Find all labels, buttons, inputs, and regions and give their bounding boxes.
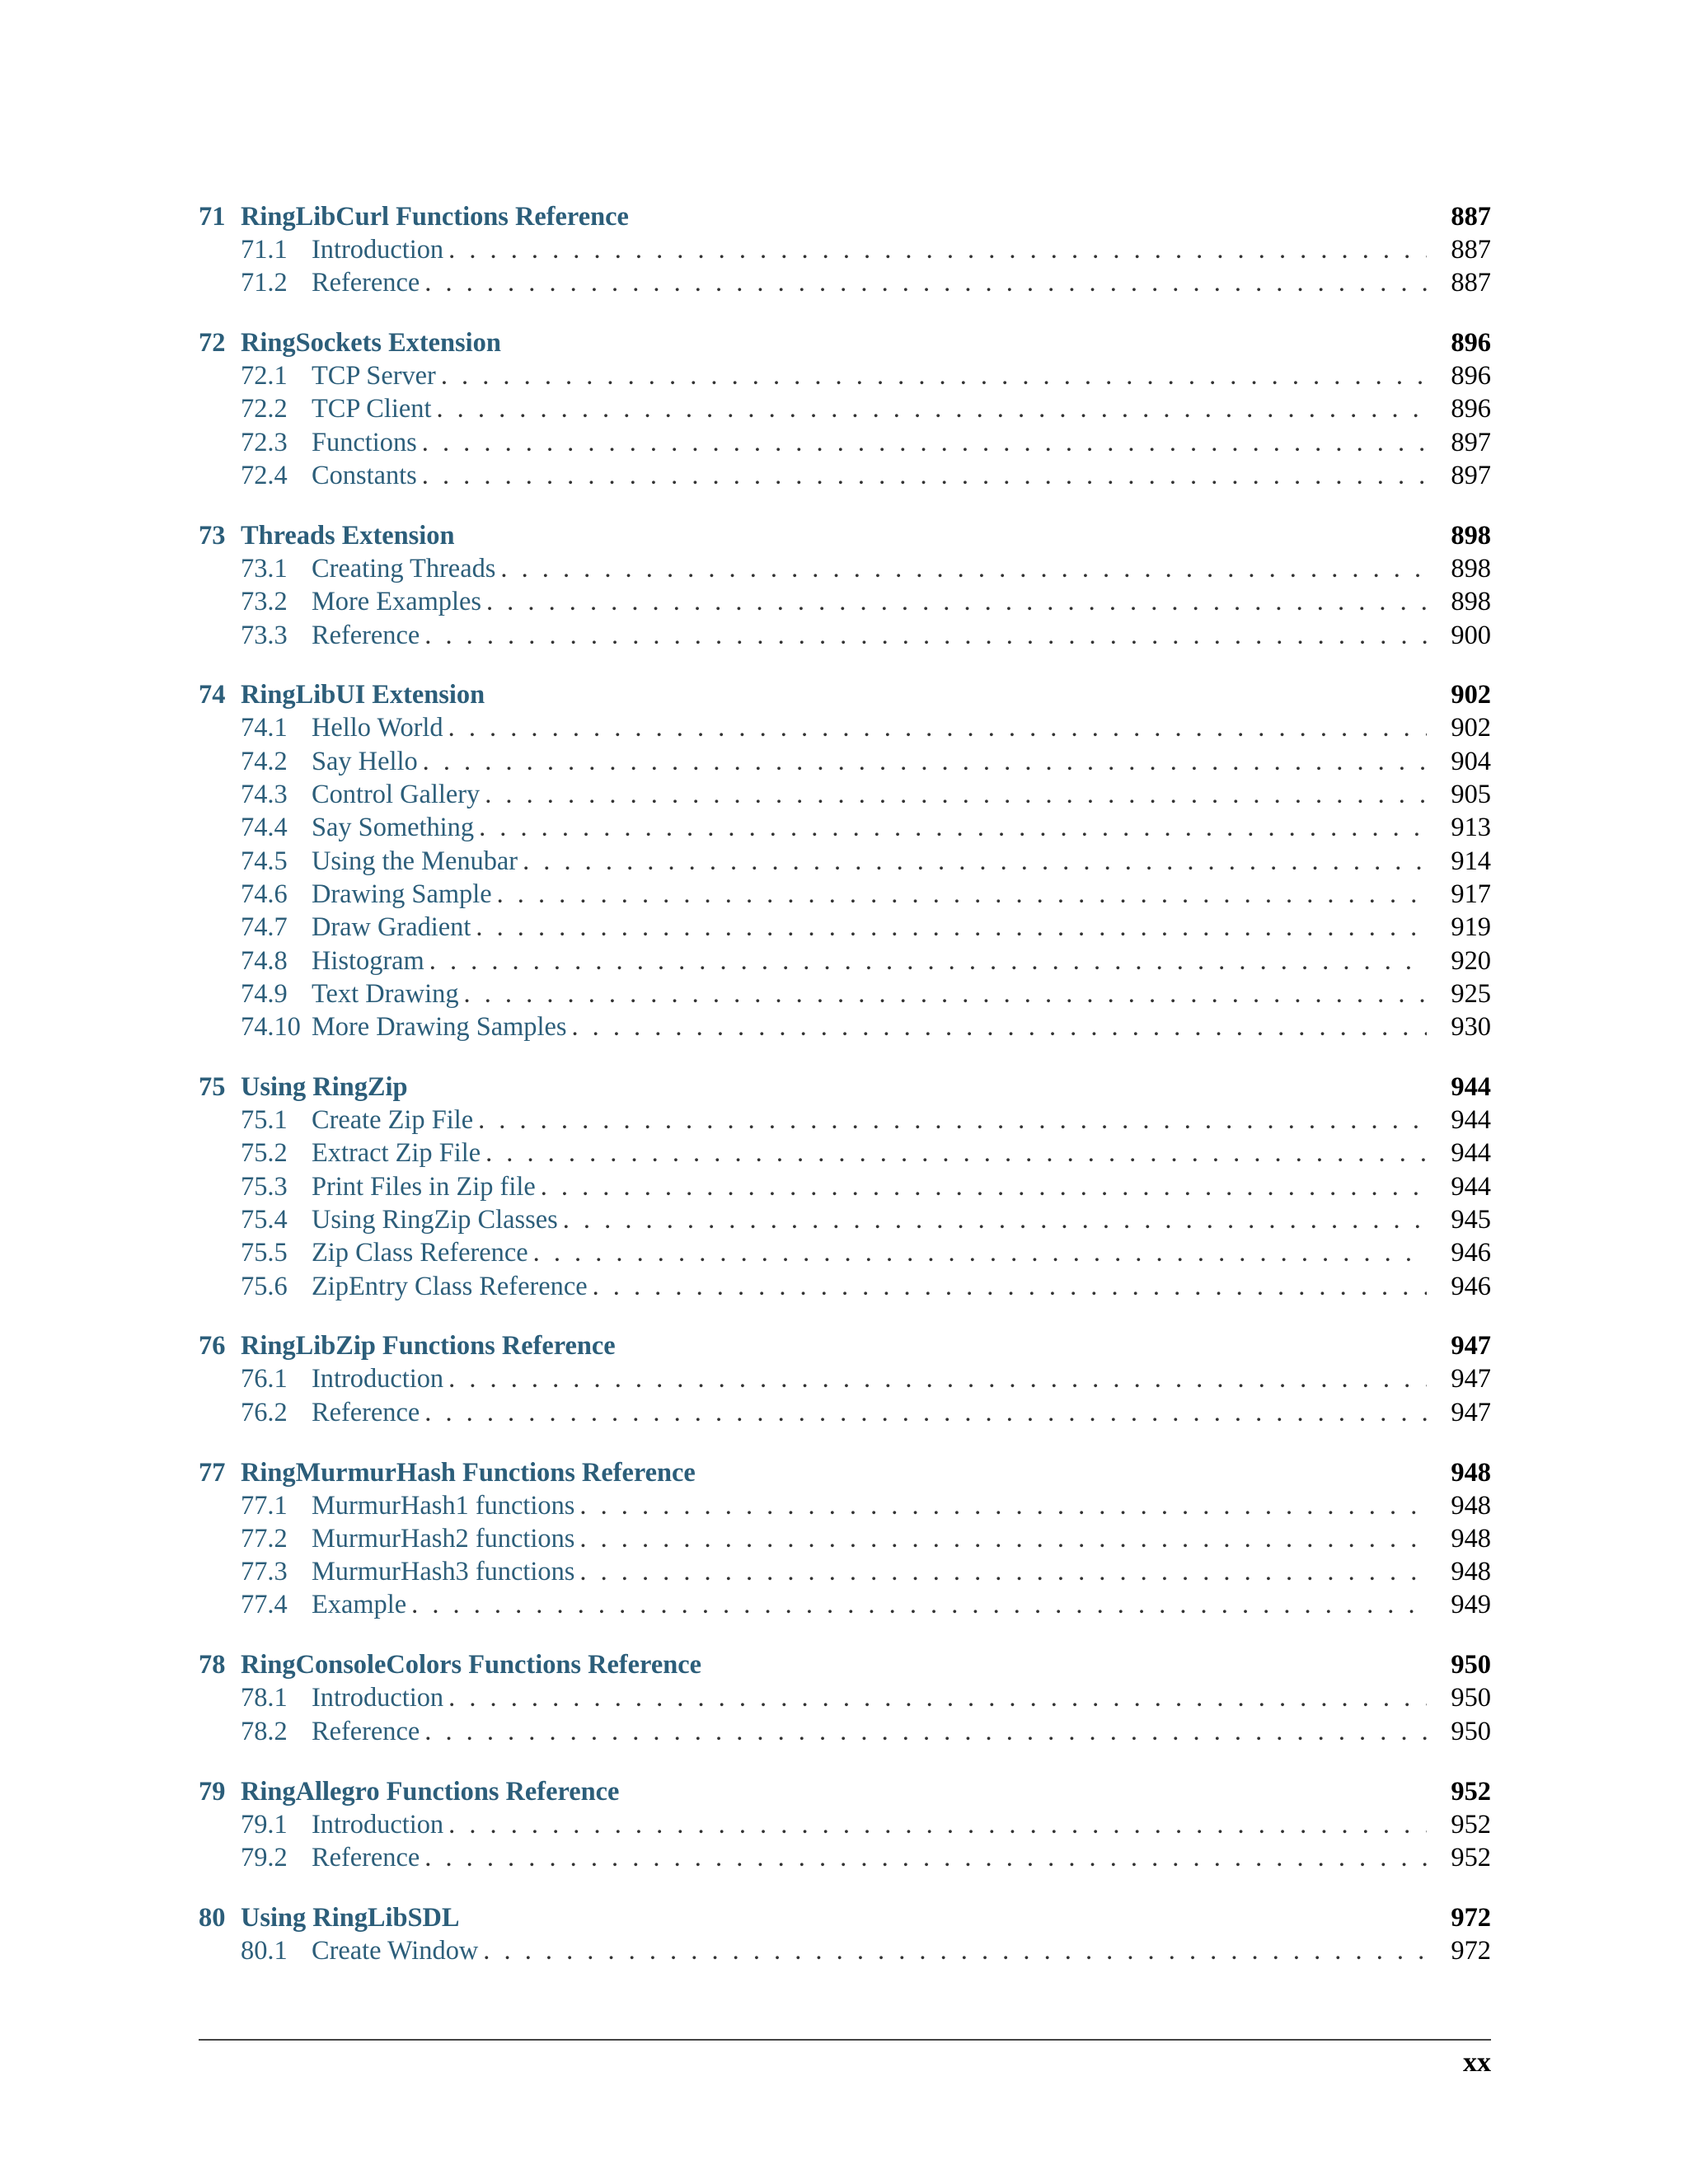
chapter-page-number: 898 — [1451, 520, 1491, 551]
chapter-title: RingAllegro Functions Reference — [241, 1776, 620, 1807]
chapter-title: RingLibUI Extension — [241, 680, 485, 710]
section-link[interactable] — [199, 845, 1491, 878]
section-number: 77.3 — [241, 1557, 288, 1587]
chapter-number: 79 — [199, 1776, 226, 1807]
section-page-number: 947 — [1451, 1364, 1491, 1394]
chapter-title: RingLibZip Functions Reference — [241, 1331, 616, 1361]
section-title: Draw Gradient — [312, 912, 471, 943]
section-number: 75.1 — [241, 1105, 288, 1136]
section-number: 73.2 — [241, 587, 288, 617]
section-page-number: 919 — [1451, 912, 1491, 943]
chapter-link[interactable] — [199, 200, 1491, 233]
section-page-number: 948 — [1451, 1557, 1491, 1587]
section-title: Introduction — [312, 1809, 444, 1840]
section-page-number: 944 — [1451, 1105, 1491, 1136]
dot-leader — [533, 1236, 1427, 1269]
section-link[interactable] — [199, 944, 1491, 977]
chapter-number: 71 — [199, 202, 226, 232]
section-number: 79.1 — [241, 1809, 288, 1840]
section-title: TCP Client — [312, 394, 432, 424]
section-page-number: 944 — [1451, 1171, 1491, 1202]
chapter-title: Threads Extension — [241, 520, 455, 551]
section-link[interactable] — [199, 1362, 1491, 1395]
section-number: 75.4 — [241, 1204, 288, 1235]
dot-leader — [424, 619, 1427, 652]
section-title: MurmurHash3 functions — [312, 1557, 575, 1587]
section-title: Using RingZip Classes — [312, 1204, 558, 1235]
section-title: Print Files in Zip file — [312, 1171, 536, 1202]
section-page-number: 898 — [1451, 587, 1491, 617]
section-link[interactable] — [199, 233, 1491, 266]
section-title: MurmurHash2 functions — [312, 1523, 575, 1554]
section-link[interactable] — [199, 1555, 1491, 1588]
section-page-number: 950 — [1451, 1716, 1491, 1746]
section-link[interactable] — [199, 1396, 1491, 1429]
section-link[interactable] — [199, 711, 1491, 744]
section-link[interactable] — [199, 1808, 1491, 1841]
dot-leader — [429, 944, 1427, 977]
chapter-link[interactable] — [199, 1775, 1491, 1808]
section-link[interactable] — [199, 1203, 1491, 1236]
dot-leader — [422, 426, 1427, 459]
section-page-number: 948 — [1451, 1490, 1491, 1521]
chapter-number: 72 — [199, 328, 226, 359]
section-link[interactable] — [199, 1236, 1491, 1269]
section-link[interactable] — [199, 1934, 1491, 1967]
footer-divider — [199, 2039, 1491, 2041]
dot-leader — [423, 745, 1427, 778]
section-title: Reference — [312, 1716, 420, 1746]
section-page-number: 904 — [1451, 746, 1491, 776]
dot-leader — [464, 977, 1427, 1010]
toc-chapter — [199, 1648, 1491, 1748]
section-page-number: 897 — [1451, 427, 1491, 457]
dot-leader — [579, 1522, 1427, 1555]
dot-leader — [571, 1010, 1427, 1043]
dot-leader — [424, 1841, 1427, 1874]
section-link[interactable] — [199, 1270, 1491, 1303]
section-link[interactable] — [199, 266, 1491, 299]
toc-chapter — [199, 200, 1491, 300]
section-number: 75.6 — [241, 1271, 288, 1301]
section-link[interactable] — [199, 359, 1491, 392]
section-page-number: 896 — [1451, 394, 1491, 424]
table-of-contents — [199, 200, 1491, 1994]
section-title: Text Drawing — [312, 978, 459, 1009]
section-page-number: 897 — [1451, 461, 1491, 491]
section-number: 72.3 — [241, 427, 288, 457]
section-title: MurmurHash1 functions — [312, 1490, 575, 1521]
dot-leader — [500, 552, 1427, 585]
dot-leader — [424, 1715, 1427, 1748]
toc-chapter — [199, 678, 1491, 1043]
section-number: 74.10 — [241, 1012, 301, 1043]
section-link[interactable] — [199, 1841, 1491, 1874]
section-number: 77.1 — [241, 1490, 288, 1521]
section-title: Create Window — [312, 1935, 479, 1966]
section-link[interactable] — [199, 977, 1491, 1010]
section-link[interactable] — [199, 778, 1491, 811]
section-number: 74.9 — [241, 978, 288, 1009]
section-number: 77.2 — [241, 1523, 288, 1554]
dot-leader — [486, 585, 1427, 618]
section-title: Say Hello — [312, 746, 418, 776]
chapter-number: 77 — [199, 1457, 226, 1488]
section-title: Extract Zip File — [312, 1138, 481, 1169]
section-page-number: 945 — [1451, 1204, 1491, 1235]
dot-leader — [441, 359, 1427, 392]
section-number: 74.7 — [241, 912, 288, 943]
dot-leader — [448, 711, 1427, 744]
section-title: Reference — [312, 268, 420, 298]
section-title: Introduction — [312, 1683, 444, 1713]
section-title: Histogram — [312, 945, 424, 976]
section-page-number: 948 — [1451, 1523, 1491, 1554]
section-number: 74.2 — [241, 746, 288, 776]
dot-leader — [579, 1489, 1427, 1522]
section-link[interactable] — [199, 392, 1491, 425]
chapter-number: 75 — [199, 1072, 226, 1103]
section-number: 74.8 — [241, 945, 288, 976]
section-page-number: 944 — [1451, 1138, 1491, 1169]
section-title: More Drawing Samples — [312, 1012, 567, 1043]
dot-leader — [485, 1137, 1427, 1169]
section-page-number: 914 — [1451, 846, 1491, 876]
section-title: Say Something — [312, 813, 475, 843]
section-page-number: 949 — [1451, 1590, 1491, 1620]
dot-leader — [523, 845, 1427, 878]
section-page-number: 946 — [1451, 1271, 1491, 1301]
section-page-number: 887 — [1451, 268, 1491, 298]
dot-leader — [483, 1934, 1427, 1967]
section-page-number: 896 — [1451, 361, 1491, 391]
section-title: Example — [312, 1590, 407, 1620]
section-page-number: 905 — [1451, 780, 1491, 810]
section-link[interactable] — [199, 911, 1491, 944]
chapter-link[interactable] — [199, 1901, 1491, 1934]
section-page-number: 930 — [1451, 1012, 1491, 1043]
section-title: ZipEntry Class Reference — [312, 1271, 588, 1301]
section-title: More Examples — [312, 587, 481, 617]
section-link[interactable] — [199, 878, 1491, 911]
section-number: 80.1 — [241, 1935, 288, 1966]
chapter-title: RingLibCurl Functions Reference — [241, 202, 629, 232]
chapter-page-number: 972 — [1451, 1902, 1491, 1933]
section-number: 72.2 — [241, 394, 288, 424]
section-page-number: 900 — [1451, 620, 1491, 650]
section-title: Reference — [312, 1397, 420, 1427]
section-page-number: 952 — [1451, 1809, 1491, 1840]
section-page-number: 913 — [1451, 813, 1491, 843]
toc-chapter — [199, 1456, 1491, 1622]
section-page-number: 950 — [1451, 1683, 1491, 1713]
section-page-number: 972 — [1451, 1935, 1491, 1966]
dot-leader — [541, 1170, 1427, 1203]
section-title: Using the Menubar — [312, 846, 518, 876]
chapter-title: Using RingZip — [241, 1072, 408, 1103]
chapter-page-number: 947 — [1451, 1331, 1491, 1361]
chapter-title: Using RingLibSDL — [241, 1902, 460, 1933]
section-number: 75.5 — [241, 1238, 288, 1268]
chapter-number: 73 — [199, 520, 226, 551]
chapter-page-number: 952 — [1451, 1776, 1491, 1807]
toc-chapter — [199, 1901, 1491, 1967]
toc-chapter — [199, 519, 1491, 652]
section-title: Introduction — [312, 235, 444, 265]
section-page-number: 947 — [1451, 1397, 1491, 1427]
dot-leader — [448, 1808, 1427, 1841]
section-link[interactable] — [199, 552, 1491, 585]
section-link[interactable] — [199, 1522, 1491, 1555]
section-title: Functions — [312, 427, 417, 457]
section-number: 71.1 — [241, 235, 288, 265]
section-number: 74.5 — [241, 846, 288, 876]
section-title: TCP Server — [312, 361, 436, 391]
dot-leader — [448, 1362, 1427, 1395]
dot-leader — [579, 1555, 1427, 1588]
section-link[interactable] — [199, 1681, 1491, 1714]
section-title: Create Zip File — [312, 1105, 474, 1136]
section-link[interactable] — [199, 1137, 1491, 1169]
section-number: 78.2 — [241, 1716, 288, 1746]
section-number: 71.2 — [241, 268, 288, 298]
section-page-number: 898 — [1451, 553, 1491, 583]
section-number: 77.4 — [241, 1590, 288, 1620]
dot-leader — [424, 1396, 1427, 1429]
section-link[interactable] — [199, 426, 1491, 459]
dot-leader — [448, 233, 1427, 266]
chapter-link[interactable] — [199, 1071, 1491, 1104]
section-number: 74.1 — [241, 713, 288, 743]
section-title: Reference — [312, 1842, 420, 1872]
section-page-number: 917 — [1451, 879, 1491, 909]
dot-leader — [593, 1270, 1427, 1303]
toc-chapter — [199, 1775, 1491, 1875]
chapter-page-number: 950 — [1451, 1650, 1491, 1680]
chapter-page-number: 944 — [1451, 1072, 1491, 1103]
section-title: Creating Threads — [312, 553, 496, 583]
section-page-number: 920 — [1451, 945, 1491, 976]
section-page-number: 887 — [1451, 235, 1491, 265]
chapter-link[interactable] — [199, 1456, 1491, 1489]
section-number: 76.1 — [241, 1364, 288, 1394]
section-link[interactable] — [199, 811, 1491, 844]
section-title: Introduction — [312, 1364, 444, 1394]
footer-page-number: xx — [1463, 2047, 1491, 2078]
section-link[interactable] — [199, 1489, 1491, 1522]
chapter-number: 74 — [199, 680, 226, 710]
section-number: 78.1 — [241, 1683, 288, 1713]
section-link[interactable] — [199, 1715, 1491, 1748]
section-page-number: 952 — [1451, 1842, 1491, 1872]
section-number: 75.3 — [241, 1171, 288, 1202]
section-link[interactable] — [199, 745, 1491, 778]
toc-chapter — [199, 1071, 1491, 1303]
section-number: 72.1 — [241, 361, 288, 391]
chapter-page-number: 887 — [1451, 202, 1491, 232]
section-number: 73.3 — [241, 620, 288, 650]
section-number: 74.3 — [241, 780, 288, 810]
section-number: 75.2 — [241, 1138, 288, 1169]
section-number: 79.2 — [241, 1842, 288, 1872]
dot-leader — [476, 911, 1427, 944]
dot-leader — [485, 778, 1427, 811]
chapter-link[interactable] — [199, 519, 1491, 552]
chapter-page-number: 896 — [1451, 328, 1491, 359]
section-title: Reference — [312, 620, 420, 650]
section-link[interactable] — [199, 1588, 1491, 1621]
chapter-title: RingConsoleColors Functions Reference — [241, 1650, 701, 1680]
section-number: 76.2 — [241, 1397, 288, 1427]
section-title: Control Gallery — [312, 780, 481, 810]
chapter-number: 80 — [199, 1902, 226, 1933]
chapter-number: 76 — [199, 1331, 226, 1361]
dot-leader — [497, 878, 1427, 911]
section-number: 72.4 — [241, 461, 288, 491]
toc-chapter — [199, 1329, 1491, 1429]
section-link[interactable] — [199, 459, 1491, 492]
dot-leader — [411, 1588, 1427, 1621]
section-title: Zip Class Reference — [312, 1238, 528, 1268]
section-number: 74.6 — [241, 879, 288, 909]
section-page-number: 946 — [1451, 1238, 1491, 1268]
dot-leader — [448, 1681, 1427, 1714]
chapter-link[interactable] — [199, 326, 1491, 359]
section-link[interactable] — [199, 619, 1491, 652]
chapter-title: RingSockets Extension — [241, 328, 501, 359]
section-number: 74.4 — [241, 813, 288, 843]
section-page-number: 925 — [1451, 978, 1491, 1009]
chapter-link[interactable] — [199, 1329, 1491, 1362]
section-title: Constants — [312, 461, 417, 491]
chapter-page-number: 948 — [1451, 1457, 1491, 1488]
section-link[interactable] — [199, 1170, 1491, 1203]
dot-leader — [478, 1104, 1427, 1137]
dot-leader — [479, 811, 1427, 844]
dot-leader — [422, 459, 1427, 492]
chapter-number: 78 — [199, 1650, 226, 1680]
section-link[interactable] — [199, 585, 1491, 618]
chapter-link[interactable] — [199, 678, 1491, 711]
section-title: Hello World — [312, 713, 443, 743]
section-number: 73.1 — [241, 553, 288, 583]
dot-leader — [424, 266, 1427, 299]
section-link[interactable] — [199, 1104, 1491, 1137]
chapter-link[interactable] — [199, 1648, 1491, 1681]
section-page-number: 902 — [1451, 713, 1491, 743]
dot-leader — [563, 1203, 1427, 1236]
dot-leader — [436, 392, 1427, 425]
chapter-page-number: 902 — [1451, 680, 1491, 710]
section-link[interactable] — [199, 1010, 1491, 1043]
section-title: Drawing Sample — [312, 879, 492, 909]
chapter-title: RingMurmurHash Functions Reference — [241, 1457, 696, 1488]
toc-chapter — [199, 326, 1491, 492]
